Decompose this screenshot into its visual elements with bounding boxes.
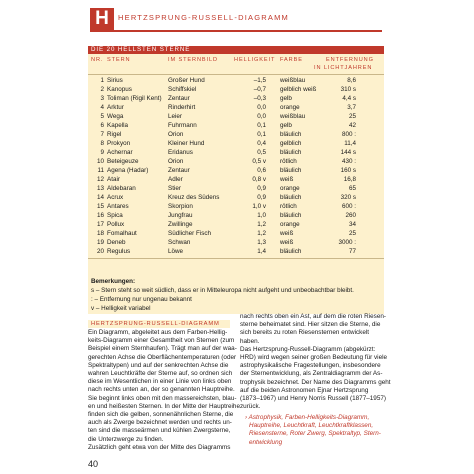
cell-farbe: rötlich xyxy=(280,203,297,210)
cell-farbe: bläulich xyxy=(280,248,302,255)
reference-link[interactable]: Hauptreihe, Leuchtkraft, Leuchtkraftklassen, xyxy=(249,422,374,430)
table-row xyxy=(88,184,384,193)
table-row xyxy=(88,148,384,157)
paragraph-line: ten sind die masseärmen und kühlen Zwergsterne, xyxy=(88,427,231,435)
cell-sternbild: Jungfrau xyxy=(168,212,193,219)
header-rule xyxy=(90,30,382,32)
cell-stern: Sirius xyxy=(107,77,123,84)
paragraph-line: zurück. xyxy=(240,403,261,411)
col-header-entfernung: ENTFERNUNG xyxy=(326,57,374,63)
paragraph-line: Beispiel einem Sternhaufen). Trägt man auf der waa- xyxy=(88,345,237,353)
cell-helligkeit: 1,2 xyxy=(257,221,266,228)
cell-nr: 8 xyxy=(100,140,104,147)
cell-sternbild: Orion xyxy=(168,131,184,138)
table-row xyxy=(88,112,384,121)
cell-nr: 17 xyxy=(96,221,104,228)
paragraph-line: Das Hertzsprung-Russell-Diagramm (abgekürzt: xyxy=(240,345,376,353)
table-title: DIE 20 HELLSTEN STERNE xyxy=(88,46,384,54)
cell-sternbild: Zentaur xyxy=(168,95,190,102)
cell-entfernung: 144 s xyxy=(340,149,356,156)
cell-farbe: orange xyxy=(280,104,300,111)
cell-helligkeit: 0,0 xyxy=(257,113,266,120)
paragraph-line: wahren Leuchtkräfte der Sterne auf, so ordnen sich xyxy=(88,370,233,377)
cell-stern: Fomalhaut xyxy=(107,230,137,237)
cell-sternbild: Skorpion xyxy=(168,203,193,210)
cell-helligkeit: 0,4 xyxy=(257,140,266,147)
paragraph-line: Ein Diagramm, abgeleitet aus dem Farben-Hellig- xyxy=(88,329,228,336)
paragraph-line: finden sich die gelben, sonnenähnlichen Sterne, die xyxy=(88,411,234,418)
cell-entfernung: 65 xyxy=(348,185,356,192)
cell-helligkeit: –1,5 xyxy=(253,77,266,84)
note-line: v – Helligkeit variabel xyxy=(91,305,151,312)
table-row xyxy=(88,238,384,247)
cell-farbe: gelb xyxy=(280,95,292,102)
cell-stern: Rigel xyxy=(107,131,122,138)
cell-sternbild: Orion xyxy=(168,158,184,165)
cell-sternbild: Adler xyxy=(168,176,183,183)
table-row xyxy=(88,229,384,238)
table-row xyxy=(88,202,384,211)
cell-sternbild: Schwan xyxy=(168,239,191,246)
cell-nr: 14 xyxy=(96,194,104,201)
cell-nr: 20 xyxy=(96,248,104,255)
cell-stern: Toliman (Rigil Kent) xyxy=(107,95,162,102)
cell-sternbild: Fuhrmann xyxy=(168,122,197,129)
cell-stern: Atair xyxy=(107,176,120,183)
table-row xyxy=(88,94,384,103)
cell-stern: Antares xyxy=(107,203,129,210)
col-header-sternbild: IM STERNBILD xyxy=(168,57,218,63)
cell-entfernung: 25 xyxy=(348,113,356,120)
cell-entfernung: 260 xyxy=(345,212,356,219)
cell-helligkeit: 0,9 xyxy=(257,185,266,192)
cell-helligkeit: –0,7 xyxy=(253,86,266,93)
cell-farbe: weiß xyxy=(280,176,294,183)
table-row xyxy=(88,175,384,184)
cell-stern: Beteigeuze xyxy=(107,158,139,165)
cell-stern: Aldebaran xyxy=(107,185,136,192)
cell-nr: 2 xyxy=(100,86,104,93)
paragraph-line: astrophysikalische Fragestellungen, insbesondere xyxy=(240,362,381,370)
cell-sternbild: Schiffskiel xyxy=(168,86,197,93)
table-row xyxy=(88,247,384,256)
cell-farbe: weißblau xyxy=(280,113,306,120)
cell-entfernung: 320 s xyxy=(340,194,356,201)
cell-helligkeit: 0,5 v xyxy=(252,158,266,165)
cell-farbe: gelb xyxy=(280,122,292,129)
col-header-stern: STERN xyxy=(107,57,131,63)
cell-sternbild: Rinderhirt xyxy=(168,104,196,111)
cell-nr: 9 xyxy=(100,149,104,156)
cell-farbe: bläulich xyxy=(280,131,302,138)
table-bottom-rule xyxy=(88,258,384,259)
paragraph-line: sterne beheimatet sind. Hier sitzen die Sterne, die xyxy=(240,321,381,329)
cell-stern: Pollux xyxy=(107,221,125,228)
table-row xyxy=(88,211,384,220)
paragraph-line: die Unterzwerge zu finden. xyxy=(88,435,164,443)
cell-stern: Spica xyxy=(107,212,123,219)
cell-stern: Achernar xyxy=(107,149,133,156)
paragraph-line: auf die beiden Astronomen Ejnar Hertzsprung xyxy=(240,386,369,394)
reference-link[interactable]: Riesensterne, Roter Zwerg, Spektraltyp, Stern- xyxy=(249,430,381,438)
note-line: : – Entfernung nur ungenau bekannt xyxy=(91,296,192,303)
cell-entfernung: 600 : xyxy=(341,203,356,210)
table-row xyxy=(88,85,384,94)
cell-farbe: bläulich xyxy=(280,167,302,174)
cell-stern: Wega xyxy=(107,113,124,120)
cell-nr: 19 xyxy=(96,239,104,246)
cell-stern: Regulus xyxy=(107,248,131,255)
cell-farbe: orange xyxy=(280,221,300,228)
cell-helligkeit: 0,8 v xyxy=(252,176,266,183)
paragraph-line: keits-Diagramm einer Gesamtheit von Sternen (zum xyxy=(88,337,235,345)
cell-nr: 6 xyxy=(100,122,104,129)
cell-nr: 1 xyxy=(100,77,104,84)
cell-helligkeit: 0,9 xyxy=(257,194,266,201)
cell-sternbild: Stier xyxy=(168,185,181,192)
cell-farbe: weiß xyxy=(280,230,294,237)
paragraph-line: Sie beginnt links oben mit den massereichsten, blau- xyxy=(88,394,237,402)
cell-sternbild: Großer Hund xyxy=(168,77,205,84)
cell-helligkeit: 0,1 xyxy=(257,131,266,138)
cell-helligkeit: 1,2 xyxy=(257,230,266,237)
cell-helligkeit: 0,6 xyxy=(257,167,266,174)
paragraph-line: haben. xyxy=(240,337,260,345)
cell-nr: 3 xyxy=(100,95,104,102)
cell-entfernung: 310 s xyxy=(340,86,356,93)
stars-table-panel xyxy=(88,46,384,314)
table-row xyxy=(88,103,384,112)
notes-title: Bemerkungen: xyxy=(91,278,136,285)
cell-farbe: bläulich xyxy=(280,212,302,219)
cell-nr: 13 xyxy=(96,185,104,192)
cell-helligkeit: 1,0 xyxy=(257,212,266,219)
cell-helligkeit: 1,0 v xyxy=(252,203,266,210)
cell-stern: Agena (Hadar) xyxy=(107,167,149,174)
table-row xyxy=(88,76,384,85)
cell-nr: 11 xyxy=(97,167,104,174)
table-row xyxy=(88,193,384,202)
cell-farbe: gelblich xyxy=(280,140,302,147)
reference-link[interactable]: entwicklung xyxy=(249,438,283,446)
cell-helligkeit: 0,0 xyxy=(257,104,266,111)
paragraph-line: gerechten Achse die Oberflächentemperaturen (oder xyxy=(88,353,237,361)
cell-nr: 12 xyxy=(96,176,104,183)
cell-helligkeit: 0,1 xyxy=(257,122,266,129)
cell-nr: 5 xyxy=(100,113,104,120)
cell-entfernung: 25 xyxy=(348,230,356,237)
cell-entfernung: 800 : xyxy=(341,131,356,138)
note-line: s – Stern steht so weit südlich, dass er in Mitteleuropa nicht aufgeht und unbeobachtbar bleibt. xyxy=(91,287,354,294)
paragraph-line: HRD) wird wegen seiner großen Bedeutung für viele xyxy=(240,354,388,361)
cell-nr: 16 xyxy=(96,212,104,219)
cell-entfernung: 3,7 xyxy=(347,104,356,111)
cell-sternbild: Kreuz des Südens xyxy=(168,194,220,201)
paragraph-line: Zusätzlich geht etwa von der Mitte des Diagramms xyxy=(88,443,231,451)
table-row xyxy=(88,220,384,229)
cell-nr: 15 xyxy=(96,203,104,210)
col-header-farbe: FARBE xyxy=(280,57,303,63)
cell-sternbild: Südlicher Fisch xyxy=(168,230,212,237)
cell-entfernung: 160 s xyxy=(340,167,356,174)
cell-helligkeit: –0,3 xyxy=(253,95,266,102)
cell-entfernung: 430 : xyxy=(341,158,356,165)
section-heading: HERTZSPRUNG-RUSSELL-DIAGRAMM xyxy=(88,320,230,328)
table-row xyxy=(88,166,384,175)
cell-stern: Prokyon xyxy=(107,140,131,147)
cell-stern: Kapella xyxy=(107,122,129,129)
cell-helligkeit: 1,3 xyxy=(257,239,266,246)
cell-entfernung: 8,6 xyxy=(347,77,356,84)
cell-nr: 4 xyxy=(100,104,104,111)
cell-nr: 7 xyxy=(100,131,104,138)
cell-farbe: orange xyxy=(280,185,300,192)
cell-farbe: weiß xyxy=(280,239,294,246)
cell-farbe: bläulich xyxy=(280,149,302,156)
paragraph-line: en und heißesten Sternen. In der Mitte der Hauptreihe xyxy=(88,402,240,410)
cell-entfernung: 77 xyxy=(348,248,356,255)
cell-stern: Arktur xyxy=(107,104,124,111)
cell-entfernung: 16,8 xyxy=(343,176,356,183)
paragraph-line: diese im Wesentlichen in einer Linie von links oben xyxy=(88,378,232,386)
cell-sternbild: Zentaur xyxy=(168,167,190,174)
col-header-helligkeit: HELLIGKEIT xyxy=(234,57,276,63)
col-header-nr: NR. xyxy=(91,57,104,63)
running-header-title: HERTZSPRUNG-RUSSELL-DIAGRAMM xyxy=(118,13,289,22)
page-number: 40 xyxy=(88,459,99,469)
cell-entfernung: 3000 : xyxy=(338,239,356,246)
cell-sternbild: Löwe xyxy=(168,248,184,255)
paragraph-line: Spektraltypen) und auf der senkrechten Achse die xyxy=(88,361,229,369)
cell-sternbild: Zwillinge xyxy=(168,221,193,228)
paragraph-line: nach rechts oben ein Ast, auf dem die roten Riesen- xyxy=(240,313,386,320)
paragraph-line: sich bereits zu roten Riesensternen entwickelt xyxy=(240,329,370,337)
cell-farbe: weißblau xyxy=(280,77,306,84)
paragraph-line: trophysik bezeichnet. Der Name des Diagramms geht xyxy=(240,378,391,386)
table-row xyxy=(88,157,384,166)
paragraph-line: auch als Zwerge bezeichnet werden und rechts un- xyxy=(88,419,232,427)
cell-stern: Acrux xyxy=(107,194,124,201)
paragraph-line: nach rechts unten an, der so genannten Hauptreihe. xyxy=(88,386,235,394)
table-row xyxy=(88,130,384,139)
cell-nr: 10 xyxy=(96,158,104,165)
paragraph-line: (1873–1967) und Henry Norris Russell (1877–1957) xyxy=(240,395,386,402)
table-row xyxy=(88,121,384,130)
cell-helligkeit: 0,5 xyxy=(257,149,266,156)
cell-sternbild: Kleiner Hund xyxy=(168,140,205,147)
section-letter-badge: H xyxy=(90,8,114,30)
cell-sternbild: Eridanus xyxy=(168,149,193,156)
cell-nr: 18 xyxy=(96,230,104,237)
cell-farbe: rötlich xyxy=(280,158,297,165)
paragraph-line: der Sternentwicklung, als Zentraldiagramm der As- xyxy=(240,370,383,378)
col-header-lichtjahre: IN LICHTJAHREN xyxy=(314,65,373,71)
header-divider xyxy=(88,74,384,75)
cell-stern: Deneb xyxy=(107,239,126,246)
reference-link[interactable]: › Astrophysik, Farben-Helligkeits-Diagramm, xyxy=(245,414,370,421)
table-row xyxy=(88,139,384,148)
cell-sternbild: Leier xyxy=(168,113,183,120)
cell-farbe: bläulich xyxy=(280,194,302,201)
cell-farbe: gelblich weiß xyxy=(280,86,317,93)
cell-entfernung: 11,4 xyxy=(344,140,356,147)
cell-stern: Kanopus xyxy=(107,86,132,93)
cell-entfernung: 42 xyxy=(348,122,356,129)
cell-entfernung: 4,4 s xyxy=(342,95,356,102)
cell-helligkeit: 1,4 xyxy=(257,248,266,255)
cell-entfernung: 34 xyxy=(348,221,356,228)
